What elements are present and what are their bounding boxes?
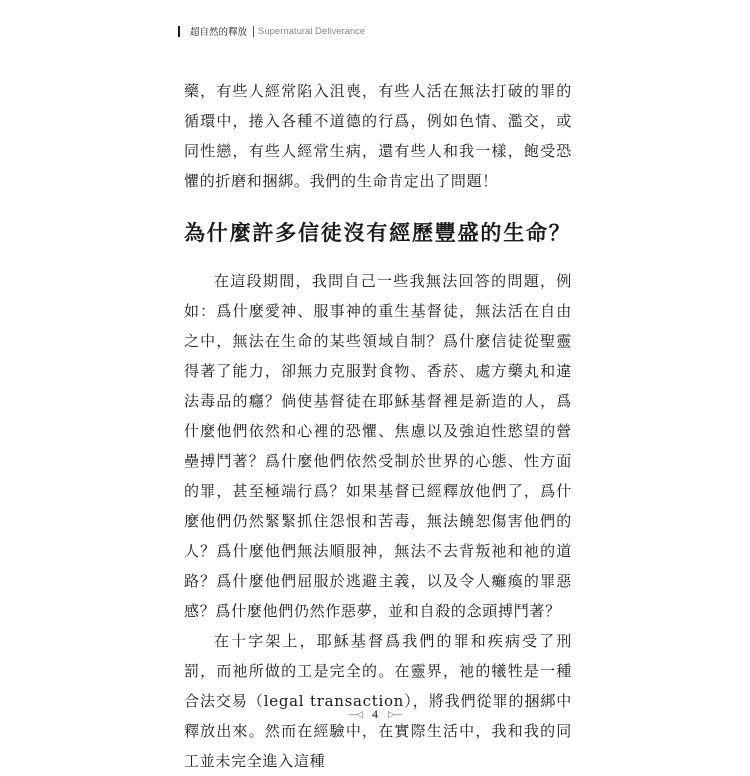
page-body [184, 76, 572, 776]
paragraph-continued: 藥，有些人經常陷入沮喪，有些人活在無法打破的罪的循環中，捲入各種不道德的行爲，例如色情、濫交，或同性戀，有些人經常生病，還有些人和我一樣，飽受恐懼的折磨和捆綁。我們的生命肯定出了問題！ [184, 82, 572, 190]
page-number: 4 [372, 707, 378, 721]
folio-left-ornament: —◁ [348, 709, 362, 720]
running-head-rule [178, 26, 180, 37]
book-title: 超自然的釋放 [190, 27, 248, 38]
book-subtitle: Supernatural Deliverance [258, 25, 366, 37]
running-head-separator [253, 26, 254, 37]
page-footer [0, 707, 750, 722]
paragraph-questions: 在這段期間，我問自己一些我無法回答的問題，例如：爲什麼愛神、服事神的重生基督徒，無法活在自由之中，無法在生命的某些領域自制？爲什麼信徒從聖靈得著了能力，卻無力克服對食物、香菸、處方藥丸和違法毒品的癮？倘使基督徒在耶穌基督裡是新造的人，爲什麼他們依然和心裡的恐懼、焦慮以及強迫性慾望的營壘搏鬥著？爲什麼他們依然受制於世界的心態、性方面的罪，甚至極端行爲？如果基督已經釋放他們了，爲什麼他們仍然緊緊抓住怨恨和苦毒，無法饒恕傷害他們的人？爲什麼他們無法順服神，無法不去背叛祂和祂的道路？爲什麼他們屈服於逃避主義，以及令人癱瘓的罪惡感？爲什麼他們仍然作惡夢，並和自殺的念頭搏鬥著？ [184, 272, 572, 620]
paragraph-cross: 在十字架上，耶穌基督爲我們的罪和疾病受了刑罰，而祂所做的工是完全的。在靈界，祂的犧牲是一種合法交易（legal transaction），將我們從罪的捆綁中釋放出來。然而在經驗中，在實際生活中，我和我的同工並未完全進入這種 [184, 632, 572, 770]
folio-right-ornament: ▷— [388, 709, 402, 720]
running-head [178, 24, 365, 38]
section-heading: 為什麼許多信徒沒有經歷豐盛的生命？ [184, 221, 572, 245]
